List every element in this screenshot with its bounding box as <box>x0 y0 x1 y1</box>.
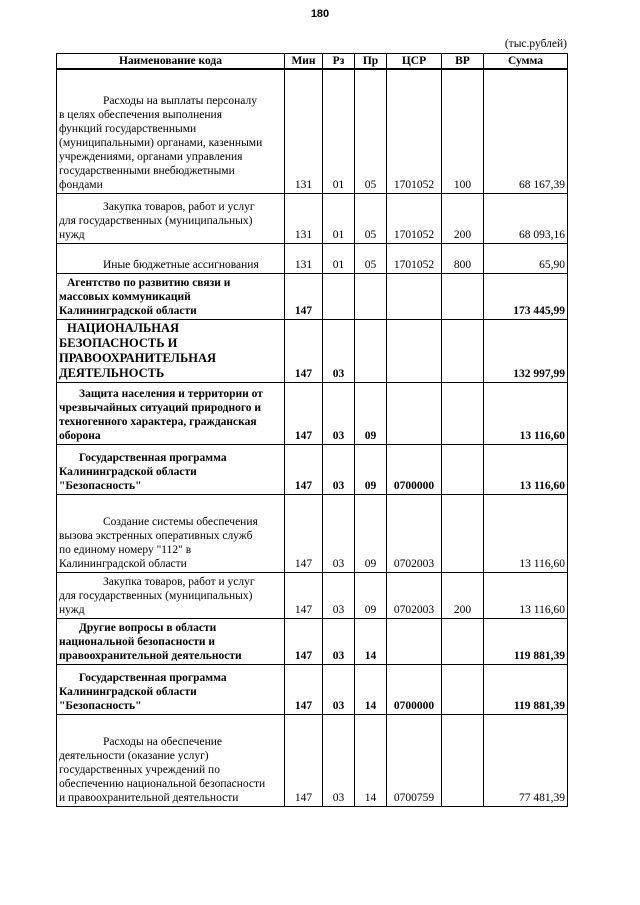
row-vr <box>442 273 484 319</box>
row-csr <box>387 319 442 382</box>
row-min: 131 <box>285 193 323 243</box>
row-sum: 13 116,60 <box>484 572 568 618</box>
row-sum: 68 093,16 <box>484 193 568 243</box>
row-sum: 13 116,60 <box>484 444 568 494</box>
row-pr: 14 <box>355 664 387 714</box>
row-name: Закупка товаров, работ и услуг для государственных (муниципальных) нужд <box>57 193 285 243</box>
row-min: 131 <box>285 69 323 193</box>
row-rz: 03 <box>323 664 355 714</box>
budget-table <box>56 53 568 807</box>
row-rz: 03 <box>323 714 355 806</box>
row-min: 147 <box>285 494 323 572</box>
row-vr <box>442 319 484 382</box>
row-name: Защита населения и территории от чрезвычайных ситуаций природного и техногенного характера, гражданская оборона <box>57 382 285 444</box>
table-row <box>57 572 568 618</box>
row-min: 147 <box>285 618 323 664</box>
row-csr: 0702003 <box>387 572 442 618</box>
row-sum: 119 881,39 <box>484 618 568 664</box>
header-row <box>57 54 568 70</box>
row-rz: 03 <box>323 494 355 572</box>
row-name: Расходы на обеспечение деятельности (оказание услуг) государственных учреждений по обеспечению национальной безопасности и правоохранительной деятельности <box>57 714 285 806</box>
header-vr: ВР <box>442 54 484 70</box>
row-csr: 0702003 <box>387 494 442 572</box>
table-row <box>57 444 568 494</box>
row-rz: 01 <box>323 193 355 243</box>
row-pr <box>355 319 387 382</box>
row-pr: 05 <box>355 69 387 193</box>
row-name: Агентство по развитию связи и массовых коммуникаций Калининградской области <box>57 273 285 319</box>
table-row <box>57 664 568 714</box>
row-rz: 03 <box>323 444 355 494</box>
row-name: Государственная программа Калининградской области "Безопасность" <box>57 444 285 494</box>
row-min: 147 <box>285 664 323 714</box>
page-number: 180 <box>310 8 330 20</box>
table-row <box>57 193 568 243</box>
header-min: Мин <box>285 54 323 70</box>
row-rz: 01 <box>323 69 355 193</box>
units-label: (тыс.рублей) <box>504 38 567 50</box>
row-pr: 09 <box>355 494 387 572</box>
row-csr <box>387 382 442 444</box>
row-vr: 200 <box>442 193 484 243</box>
row-name: Расходы на выплаты персоналу в целях обеспечения выполнения функций государственными (муниципальными) органами, казенными учреждениями, органами управления государственными внебюджетными фондами <box>57 69 285 193</box>
header-pr: Пр <box>355 54 387 70</box>
row-vr <box>442 664 484 714</box>
table-row <box>57 382 568 444</box>
row-min: 147 <box>285 572 323 618</box>
row-sum: 132 997,99 <box>484 319 568 382</box>
row-pr: 14 <box>355 714 387 806</box>
header-name: Наименование кода <box>57 54 285 70</box>
table-row <box>57 243 568 273</box>
row-csr: 0700759 <box>387 714 442 806</box>
row-pr <box>355 273 387 319</box>
row-pr: 05 <box>355 243 387 273</box>
row-csr: 1701052 <box>387 243 442 273</box>
row-vr <box>442 714 484 806</box>
table-row <box>57 273 568 319</box>
row-name: Создание системы обеспечения вызова экстренных оперативных служб по единому номеру "112" в Калининградской области <box>57 494 285 572</box>
row-csr: 0700000 <box>387 664 442 714</box>
row-rz <box>323 273 355 319</box>
row-sum: 119 881,39 <box>484 664 568 714</box>
header-rz: Рз <box>323 54 355 70</box>
row-name: Закупка товаров, работ и услуг для государственных (муниципальных) нужд <box>57 572 285 618</box>
table-row <box>57 319 568 382</box>
table-row <box>57 714 568 806</box>
row-vr: 100 <box>442 69 484 193</box>
row-sum: 13 116,60 <box>484 382 568 444</box>
row-rz: 03 <box>323 319 355 382</box>
row-min: 147 <box>285 319 323 382</box>
row-pr: 09 <box>355 572 387 618</box>
row-csr <box>387 618 442 664</box>
row-pr: 09 <box>355 444 387 494</box>
row-vr <box>442 618 484 664</box>
row-name: НАЦИОНАЛЬНАЯ БЕЗОПАСНОСТЬ И ПРАВООХРАНИТЕЛЬНАЯ ДЕЯТЕЛЬНОСТЬ <box>57 319 285 382</box>
row-sum: 68 167,39 <box>484 69 568 193</box>
row-min: 147 <box>285 444 323 494</box>
row-csr: 0700000 <box>387 444 442 494</box>
row-sum: 173 445,99 <box>484 273 568 319</box>
row-sum: 65,90 <box>484 243 568 273</box>
row-name: Другие вопросы в области национальной безопасности и правоохранительной деятельности <box>57 618 285 664</box>
row-min: 147 <box>285 382 323 444</box>
row-name: Государственная программа Калининградской области "Безопасность" <box>57 664 285 714</box>
row-csr <box>387 273 442 319</box>
table-row <box>57 494 568 572</box>
row-rz: 03 <box>323 618 355 664</box>
row-vr <box>442 444 484 494</box>
header-sum: Сумма <box>484 54 568 70</box>
row-sum: 13 116,60 <box>484 494 568 572</box>
row-min: 131 <box>285 243 323 273</box>
row-min: 147 <box>285 714 323 806</box>
table-row <box>57 618 568 664</box>
row-name: Иные бюджетные ассигнования <box>57 243 285 273</box>
table-row <box>57 69 568 193</box>
row-vr <box>442 494 484 572</box>
row-pr: 05 <box>355 193 387 243</box>
row-pr: 14 <box>355 618 387 664</box>
row-vr: 800 <box>442 243 484 273</box>
row-rz: 03 <box>323 572 355 618</box>
row-csr: 1701052 <box>387 193 442 243</box>
header-csr: ЦСР <box>387 54 442 70</box>
row-vr: 200 <box>442 572 484 618</box>
row-vr <box>442 382 484 444</box>
row-sum: 77 481,39 <box>484 714 568 806</box>
row-min: 147 <box>285 273 323 319</box>
row-rz: 03 <box>323 382 355 444</box>
row-pr: 09 <box>355 382 387 444</box>
row-csr: 1701052 <box>387 69 442 193</box>
row-rz: 01 <box>323 243 355 273</box>
